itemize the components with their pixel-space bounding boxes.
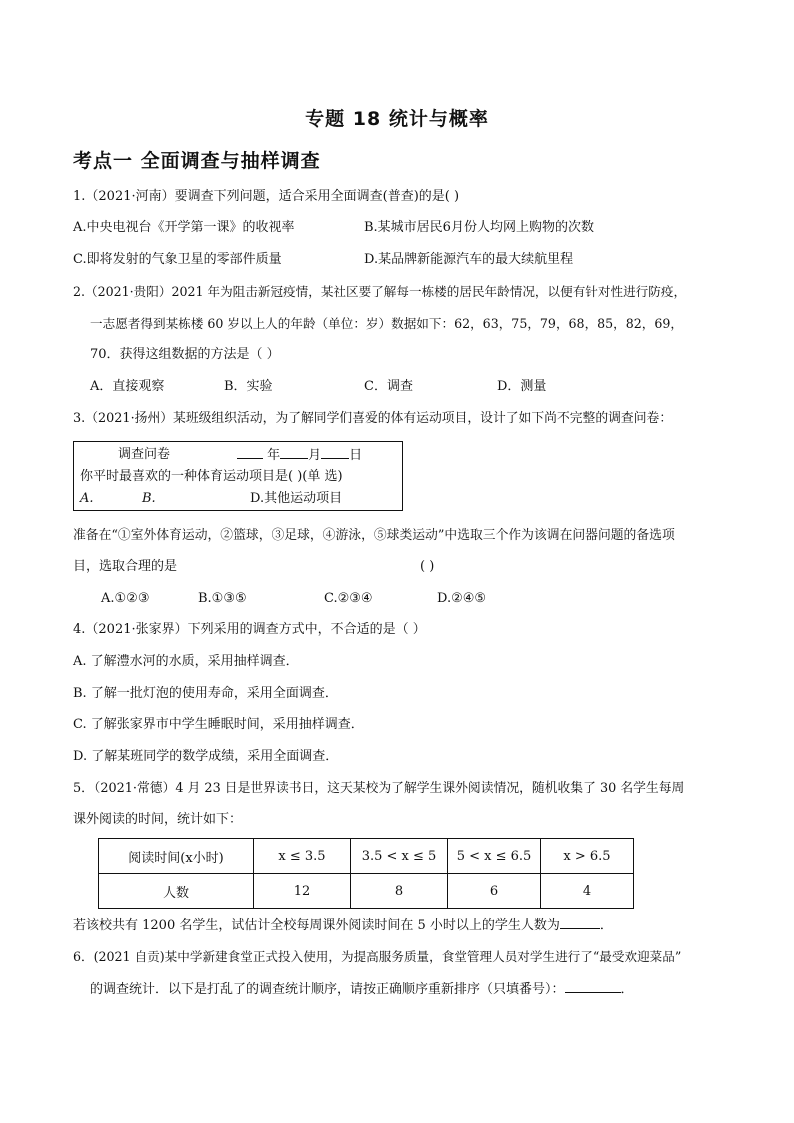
q2-line-1: 2.（2021·贵阳）2021 年为阻击新冠疫情，某社区要了解每一栋楼的居民年龄情况，以便有针对性进行防疫， (73, 284, 687, 299)
survey-questionnaire-box (73, 441, 403, 511)
q2-line-2: 一志愿者得到某栋楼 60 岁以上人的年龄（单位：岁）数据如下：62，63，75，79，68，85，82，69， (90, 316, 684, 331)
q3-option-a: A.①②③ (101, 591, 150, 606)
q3-option-d: D.②④⑤ (437, 591, 487, 606)
table-header-cell: 5 < x ≤ 6.5 (448, 839, 541, 874)
table-row (99, 874, 634, 909)
q3-text-2: 目，选取合理的是 (73, 559, 178, 574)
table-header-row (99, 839, 634, 874)
table-cell: 8 (351, 874, 448, 909)
q1-option-c: C.即将发射的气象卫星的零部件质量 (73, 252, 282, 267)
q3-answer-paren: ( ) (420, 559, 435, 574)
q5-line-1: 5．（2021·常德）4 月 23 日是世界读书日，这天某校为了解学生课外阅读情况，随机收集了 30 名学生每周 (73, 781, 685, 796)
q2-option-d: D．测量 (497, 379, 547, 394)
survey-date: 年 月 日 (237, 446, 362, 465)
q5-line-2: 课外阅读的时间，统计如下： (73, 812, 243, 827)
q6-line-1: 6．(2021 自贡)某中学新建食堂正式投入使用，为提高服务质量，食堂管理人员对学生进行了“最受欢迎菜品” (73, 949, 682, 964)
year-blank[interactable] (237, 446, 263, 459)
day-blank[interactable] (321, 446, 349, 459)
q5-answer-blank[interactable] (560, 916, 600, 929)
q2-line-3: 70．获得这组数据的方法是（ ） (90, 347, 280, 362)
q6-answer-blank[interactable] (565, 980, 621, 993)
month-blank[interactable] (280, 446, 308, 459)
q1-option-d: D.某品牌新能源汽车的最大续航里程 (364, 252, 574, 267)
q1-option-b: B.某城市居民6月份人均网上购物的次数 (364, 220, 594, 235)
survey-option-a: A. (80, 491, 94, 506)
survey-option-d: D.其他运动项目 (250, 491, 343, 506)
q4-option-c: C. 了解张家界市中学生睡眠时间，采用抽样调查． (73, 717, 364, 732)
q4-stem: 4.（2021·张家界）下列采用的调查方式中，不合适的是（ ） (73, 622, 426, 637)
q6-line-2: 的调查统计．以下是打乱了的调查统计顺序，请按正确顺序重新排序（只填番号）： ． (90, 982, 634, 997)
section-heading: 考点一 全面调查与抽样调查 (73, 150, 321, 172)
q3-text-1: 准备在“①室外体育运动，②篮球，③足球，④游泳，⑤球类运动”中选取三个作为该调在问器问题的备选项 (73, 528, 675, 543)
table-cell: 6 (448, 874, 541, 909)
q2-option-c: C．调查 (364, 379, 413, 394)
table-header-cell: 阅读时间(x小时) (99, 839, 254, 874)
q4-option-a: A. 了解澧水河的水质，采用抽样调查． (73, 654, 299, 669)
q5-question-tail: 若该校共有 1200 名学生，试估计全校每周课外阅读时间在 5 小时以上的学生人数为 ． (73, 918, 613, 933)
q2-option-a: A．直接观察 (90, 379, 165, 394)
q4-option-d: D. 了解某班同学的数学成绩，采用全面调查． (73, 749, 339, 764)
survey-title: 调查问卷 (118, 447, 171, 462)
reading-time-table (98, 838, 634, 909)
q1-stem: 1.（2021·河南）要调查下列问题，适合采用全面调查(普查)的是( ) (73, 189, 460, 204)
table-header-cell: 3.5 < x ≤ 5 (351, 839, 448, 874)
q3-option-c: C.②③④ (324, 591, 373, 606)
q3-stem: 3.（2021·扬州）某班级组织活动，为了解同学们喜爱的体有运动项目，设计了如下尚不完整的调查问卷： (73, 411, 673, 426)
q2-option-b: B．实验 (224, 379, 273, 394)
page-title: 专题 18 统计与概率 (305, 108, 489, 130)
table-row-label: 人数 (99, 874, 254, 909)
table-cell: 12 (254, 874, 351, 909)
survey-option-b: B. (142, 491, 156, 506)
q3-option-b: B.①③⑤ (198, 591, 247, 606)
survey-question: 你平时最喜欢的一种体育运动项目是( )(单 选) (80, 469, 343, 484)
table-header-cell: x ≤ 3.5 (254, 839, 351, 874)
q4-option-b: B. 了解一批灯泡的使用寿命，采用全面调查． (73, 686, 338, 701)
table-cell: 4 (541, 874, 634, 909)
table-header-cell: x > 6.5 (541, 839, 634, 874)
q1-option-a: A.中央电视台《开学第一课》的收视率 (73, 220, 295, 235)
